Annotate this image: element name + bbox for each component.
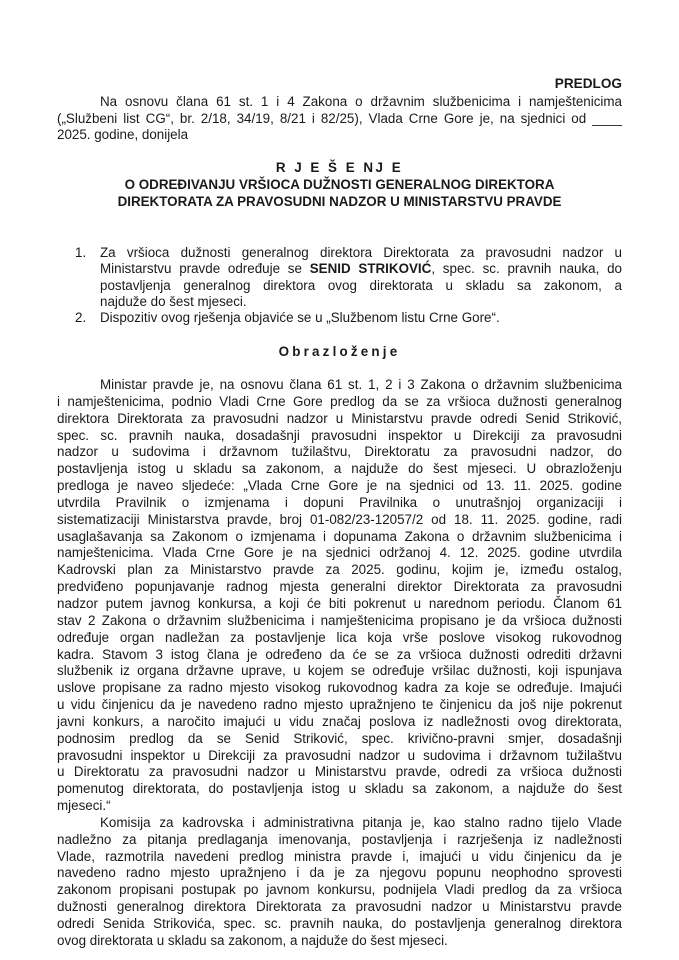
text-line: u Direktoratu za pravosudni nadzor u Ministarstvu pravde, odredi za vršioca dužnosti xyxy=(57,764,622,780)
text-line: predviđeno popunjavanje radnog mjesta generalni direktor Direktorata za pravosudni xyxy=(57,579,622,595)
reasoning-heading: Obrazloženje xyxy=(278,344,401,359)
title-line-2: DIREKTORATA ZA PRAVOSUDNI NADZOR U MINISTARSTVU PRAVDE xyxy=(117,193,562,209)
text-line: nadzor putem javnog konkursa, a koji će biti pokrenut u narednom periodu. Članom 61 xyxy=(57,595,622,611)
text-line: i namještenicima, podnio Vladi Crne Gore predlog da se za vršioca dužnosti generalnog xyxy=(57,393,622,409)
text-line: stav 2 Zakona o državnim službenicima i namještenicima propisano je da vršioca dužnosti xyxy=(57,612,622,628)
text-line: ovog direktorata u skladu sa zakonom, a najduže do šest mjeseci. xyxy=(57,932,448,948)
text-line: spec. sc. pravnih nauka, dosadašnji pravosudni inspektor u Direkciji za pravosudni xyxy=(57,427,622,443)
text-line: utvrdila Pravilnik o izmjenama i dopuni Pravilnika o unutrašnjoj organizaciji i xyxy=(57,494,622,510)
text-line: nadzor u sudovima i državnom tužilaštvu, Direktoratu za pravosudni nadzor, do xyxy=(57,444,622,460)
text-line: službenik iz organa državne uprave, u kojem se određuje vršilac dužnosti, koji ispunjava xyxy=(57,663,622,679)
list-number: 1. xyxy=(75,245,87,260)
text-line: postavljenja istog u skladu sa zakonom, a najduže do šest mjeseci. U obrazloženju xyxy=(57,461,622,477)
paragraph xyxy=(57,377,622,815)
text-line: Za vršioca dužnosti generalnog direktora Direktorata za pravosudni nadzor u xyxy=(100,245,622,260)
text-line: Dispozitiv ovog rješenja objaviće se u „Službenom listu Crne Gore“. xyxy=(100,310,500,326)
text-line: namještenicima. Vlada Crne Gore je na sjednici održanoj 4. 12. 2025. godine utvrdila xyxy=(57,545,622,561)
appointee-name: SENID STRIKOVIĆ xyxy=(309,261,432,277)
text-line: mjeseci.“ xyxy=(57,798,111,814)
title-line-1: O ODREĐIVANJU VRŠIOCA DUŽNOSTI GENERALNOG DIREKTORA xyxy=(124,176,555,192)
text-segment: , spec. sc. pravnih nauka, do xyxy=(431,261,622,277)
text-line: javni konkurs, a naročito imajući u vidu značaj poslova iz nadležnosti ovog direktorata, xyxy=(57,713,622,729)
text-line: nadležno za pitanja predlaganja imenovanja, postavljenja i razrješenja iz nadležnosti xyxy=(57,831,622,847)
decision-list xyxy=(57,245,622,326)
proposal-label: PREDLOG xyxy=(554,76,622,91)
text-line: dužnosti generalnog direktora Direktorata za pravosudni nadzor u Ministarstvu pravde xyxy=(57,899,622,915)
text-line: podnosim predlog da se Senid Striković, spec. krivično-pravni smjer, dosadašnji xyxy=(57,730,622,746)
list-item xyxy=(57,245,622,310)
text-line: direktora Direktorata za pravosudni nadzor u Ministarstvu pravde odredi Senid Striković, xyxy=(57,410,622,426)
text-line: Na osnovu člana 61 st. 1 i 4 Zakona o državnim službenicima i namještenicima xyxy=(100,94,622,109)
title-heading: R J E Š E NJ E xyxy=(275,160,404,175)
text-line: navedeno radno mjesto upražnjeno i da je za njegovu popunu neophodno sprovesti xyxy=(57,865,622,881)
text-line: zakonom propisani postupak po javnom konkursu, podnijela Vladi predlog da za vršioca xyxy=(57,882,622,898)
list-number: 2. xyxy=(75,310,87,326)
text-line: pravosudni inspektor u Direkciji za pravosudni nadzor u sudovima i državnom tužilaštvu xyxy=(57,747,622,763)
text-segment: Ministarstvu pravde određuje se xyxy=(100,261,310,277)
reasoning-body xyxy=(57,377,622,950)
list-item xyxy=(57,310,622,326)
text-line: određuje organ nadležan za postavljenje lica koja vrše poslove visokog rukovodnog xyxy=(57,629,622,645)
text-line: Komisija za kadrovska i administrativna pitanja je, kao stalno radno tijelo Vlade xyxy=(100,814,622,830)
paragraph xyxy=(57,815,622,950)
text-line: usaglašavanja sa Zakonom o izmjenama i dopunama Zakona o državnim službenicima i xyxy=(57,528,622,544)
text-line: („Službeni list CG“, br. 2/18, 34/19, 8/21 i 82/25), Vlada Crne Gore je, na sjednici od ____ xyxy=(57,110,622,126)
text-line: Kadrovski plan za Ministarstvo pravde za 2025. godinu, kojim je, između ostalog, xyxy=(57,562,622,578)
text-line: 2025. godine, donijela xyxy=(57,127,189,142)
text-line: postavljenja generalnog direktora ovog direktorata u skladu sa zakonom, a xyxy=(100,277,622,293)
text-line: u vidu činjenicu da je navedeno radno mjesto upražnjeno te činjenicu da još nije pokrenut xyxy=(57,697,622,713)
text-line: Ministar pravde je, na osnovu člana 61 st. 1, 2 i 3 Zakona o državnim službenicima xyxy=(100,377,622,392)
text-line: sistematizaciji Ministarstva pravde, broj 01-082/23-12057/2 od 18. 11. 2025. godine, radi xyxy=(57,511,622,527)
document-title xyxy=(57,160,622,210)
text-line: najduže do šest mjeseci. xyxy=(100,293,247,309)
text-line: predloga je naveo sljedeće: „Vlada Crne Gore je na sjednici od 13. 11. 2025. godine xyxy=(57,478,622,494)
intro-paragraph xyxy=(57,94,622,144)
text-line: odredi Senida Strikovića, spec. sc. pravnih nauka, do postavljenja generalnog direktora xyxy=(57,916,622,931)
text-line xyxy=(100,261,622,277)
text-line: Vlade, razmotrila navedeni predlog ministra pravde i, imajući u vidu činjenicu da je xyxy=(57,848,622,864)
text-line: pomenutog direktorata, do postavljenja istog u skladu sa zakonom, a najduže do šest xyxy=(57,781,622,797)
text-line: uslove propisane za radno mjesto visokog rukovodnog kadra za koje se određuje. Imajući xyxy=(57,680,622,696)
text-line: kadra. Stavom 3 istog člana je određeno da će se za vršioca dužnosti odrediti državni xyxy=(57,646,622,662)
